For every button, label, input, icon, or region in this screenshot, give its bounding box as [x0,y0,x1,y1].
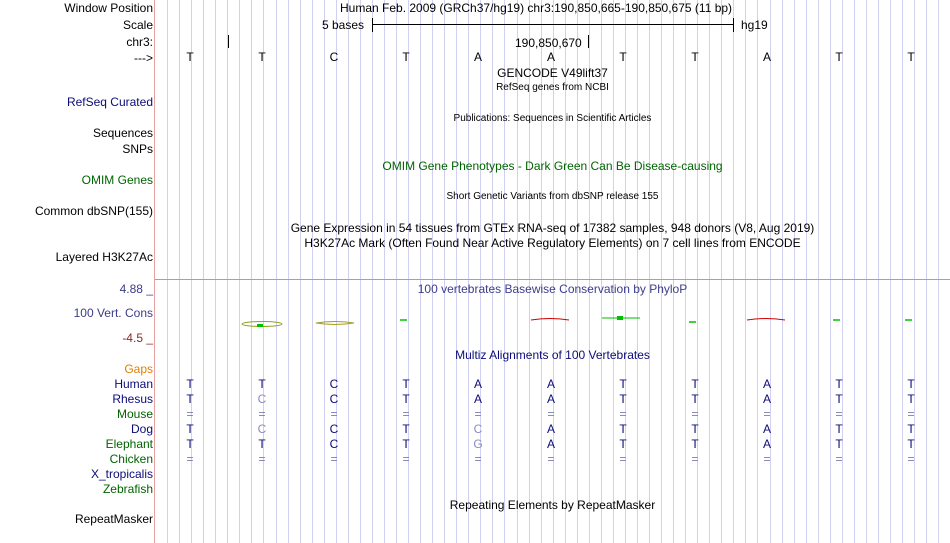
label-omim[interactable]: OMIM Genes [81,173,153,187]
label-chrom[interactable]: chr3: [126,35,153,49]
dbsnp-track-desc: Short Genetic Variants from dbSNP release 155 [446,191,659,202]
alignment-base: = [258,452,266,466]
alignment-base: A [546,437,555,451]
alignment-base: T [619,392,627,406]
alignment-base: A [762,437,771,451]
multiz-track-desc: Multiz Alignments of 100 Vertebrates [455,348,650,362]
alignment-base: T [402,422,410,436]
alignment-base: A [546,422,555,436]
phylop-track-desc: 100 vertebrates Basewise Conservation by PhyloP [417,282,688,296]
phylop-mark [602,316,640,320]
alignment-base: C [329,377,339,391]
alignment-base: T [691,422,699,436]
base-letter: T [619,50,627,64]
omim-track-desc: OMIM Gene Phenotypes - Dark Green Can Be Disease-causing [382,159,723,173]
alignment-base: A [473,377,482,391]
species-label[interactable]: Human [114,377,153,391]
base-letter: C [329,50,339,64]
species-label[interactable]: Rhesus [112,392,153,406]
alignment-base: G [473,437,483,451]
base-letter: T [907,50,915,64]
coordinate-label: 190,850,670 [515,36,582,50]
phylop-mark [242,322,282,328]
label-refseq[interactable]: RefSeq Curated [66,95,153,109]
alignment-base: A [546,392,555,406]
label-cons-min: -4.5 _ [122,331,153,345]
alignment-base: C [329,392,339,406]
label-h3k27ac[interactable]: Layered H3K27Ac [55,250,153,264]
label-sequences[interactable]: Sequences [92,126,153,140]
alignment-base: T [691,437,699,451]
alignment-base: A [762,377,771,391]
alignment-base: A [762,392,771,406]
publications-track-desc: Publications: Sequences in Scientific Articles [453,113,652,124]
alignment-base: C [257,422,267,436]
alignment-base: = [186,407,194,421]
base-letter: T [258,50,266,64]
alignment-base: = [619,407,627,421]
alignment-base: = [907,407,915,421]
label-snps[interactable]: SNPs [122,142,153,156]
alignment-base: = [330,407,338,421]
alignment-base: T [907,377,915,391]
base-letter: T [402,50,410,64]
alignment-base: = [402,452,410,466]
alignment-base: T [619,377,627,391]
label-gaps[interactable]: Gaps [124,362,153,376]
alignment-base: T [186,437,194,451]
label-dbsnp[interactable]: Common dbSNP(155) [34,204,153,218]
alignment-base: = [330,452,338,466]
scale-text: 5 bases [322,18,365,32]
alignment-base: T [835,392,843,406]
alignment-base: T [186,392,194,406]
alignment-base: = [547,407,555,421]
alignment-base: T [907,392,915,406]
alignment-base: A [762,422,771,436]
phylop-mark [531,319,569,321]
alignment-base: = [691,407,699,421]
position-text: Human Feb. 2009 (GRCh37/hg19) chr3:190,850,665-190,850,675 (11 bp) [340,1,733,15]
alignment-base: T [835,437,843,451]
species-label[interactable]: X_tropicalis [90,467,153,481]
alignment-base: T [691,377,699,391]
alignment-base: T [907,437,915,451]
alignment-base: = [474,407,482,421]
alignment-base: T [402,377,410,391]
alignment-base: = [547,452,555,466]
alignment-base: = [186,452,194,466]
alignment-base: = [763,452,771,466]
alignment-base: C [329,437,339,451]
species-label[interactable]: Dog [130,422,153,436]
base-letter: T [691,50,699,64]
label-window-position[interactable]: Window Position [64,1,153,15]
assembly-label: hg19 [741,18,768,32]
alignment-base: T [402,392,410,406]
alignment-base: T [258,437,266,451]
base-letter: T [835,50,843,64]
species-label[interactable]: Elephant [105,437,153,451]
alignment-base: A [546,377,555,391]
alignment-base: T [907,422,915,436]
alignment-base: T [835,377,843,391]
gencode-track-title[interactable]: GENCODE V49lift37 [497,66,608,80]
base-letter: A [546,50,555,64]
alignment-base: = [258,407,266,421]
alignment-base: = [474,452,482,466]
label-strand[interactable]: ---> [134,51,153,65]
label-cons[interactable]: 100 Vert. Cons [73,306,153,320]
alignment-base: = [619,452,627,466]
species-label[interactable]: Mouse [116,407,153,421]
phylop-mark [747,319,785,321]
alignment-base: = [763,407,771,421]
alignment-base: T [619,422,627,436]
alignment-base: = [835,407,843,421]
alignment-base: T [402,437,410,451]
refseq-track-desc: RefSeq genes from NCBI [496,82,609,93]
base-letter: A [762,50,771,64]
alignment-base: T [186,422,194,436]
species-label[interactable]: Chicken [109,452,153,466]
alignment-base: C [329,422,339,436]
alignment-base: A [473,392,482,406]
phylop-mark [316,322,354,325]
alignment-base: = [402,407,410,421]
label-scale[interactable]: Scale [122,18,153,32]
label-cons-max: 4.88 _ [119,282,153,296]
alignment-base: = [835,452,843,466]
repeat-track-desc: Repeating Elements by RepeatMasker [449,498,656,512]
alignment-base: = [691,452,699,466]
h3k27ac-track-desc: H3K27Ac Mark (Often Found Near Active Regulatory Elements) on 7 cell lines from ENCODE [304,236,801,250]
alignment-base: C [257,392,267,406]
label-repeatmasker[interactable]: RepeatMasker [74,512,153,526]
base-letter: A [473,50,482,64]
alignment-base: C [473,422,483,436]
alignment-base: T [619,437,627,451]
alignment-base: T [258,377,266,391]
alignment-base: T [691,392,699,406]
species-label[interactable]: Zebrafish [102,482,153,496]
alignment-base: T [186,377,194,391]
base-letter: T [186,50,194,64]
alignment-base: = [907,452,915,466]
alignment-base: T [835,422,843,436]
gtex-track-desc: Gene Expression in 54 tissues from GTEx RNA-seq of 17382 samples, 948 donors (V8, Aug 2019) [290,221,815,235]
